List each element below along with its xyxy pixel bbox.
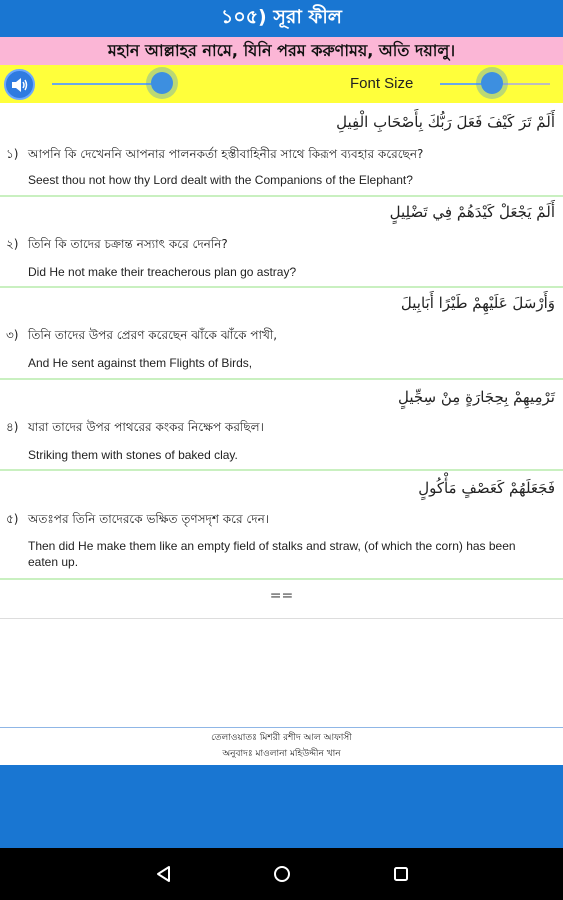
font-size-label: Font Size <box>350 75 414 92</box>
verse-english: Seest thou not how thy Lord dealt with the Companions of the Elephant? <box>28 173 413 187</box>
verse-divider <box>0 578 563 580</box>
speaker-icon[interactable] <box>4 69 35 100</box>
credits-box <box>0 727 563 765</box>
verse-english: Did He not make their treacherous plan go astray? <box>28 265 297 279</box>
verse-bengali: আপনি কি দেখেননি আপনার পালনকর্তা হস্তীবাহিনীর সাথে কিরূপ ব্যবহার করেছেন? <box>28 147 424 161</box>
verse-arabic: أَلَمْ يَجْعَلْ كَيْدَهُمْ فِي تَضْلِيلٍ <box>389 203 555 221</box>
verse-5 <box>0 471 563 579</box>
font-size-slider-thumb[interactable] <box>481 72 503 94</box>
verse-bengali: অতঃপর তিনি তাদেরকে ভক্ষিত তৃণসদৃশ করে দেন। <box>28 512 270 526</box>
verse-english: Striking them with stones of baked clay. <box>28 448 238 462</box>
system-nav-bar <box>0 848 563 900</box>
verse-bengali: তিনি কি তাদের চক্রান্ত নস্যাৎ করে দেননি? <box>28 237 228 251</box>
audio-progress-track[interactable] <box>52 83 162 85</box>
translation-credit: অনুবাদঃ মাওলানা মহিউদ্দীন খান <box>222 749 341 759</box>
verse-number: ১) <box>6 147 19 161</box>
verse-number: ৩) <box>6 328 19 342</box>
verse-arabic: أَلَمْ تَرَ كَيْفَ فَعَلَ رَبُّكَ بِأَصْحَابِ الْفِيلِ <box>336 113 555 131</box>
verse-number: ৪) <box>6 420 19 434</box>
controls-bar <box>0 65 563 103</box>
verse-3 <box>0 288 563 378</box>
verse-bengali: তিনি তাদের উপর প্রেরণ করেছেন ঝাঁকে ঝাঁকে পাখী, <box>28 328 278 342</box>
verse-1 <box>0 103 563 196</box>
end-mark: == <box>269 588 294 604</box>
verse-arabic: تَرْمِيهِمْ بِحِجَارَةٍ مِنْ سِجِّيلٍ <box>397 388 555 406</box>
recents-square-icon[interactable] <box>388 861 414 887</box>
surah-title: ১০৫) সূরা ফীল <box>0 0 563 37</box>
verse-4 <box>0 380 563 470</box>
back-triangle-icon[interactable] <box>150 861 176 887</box>
end-divider <box>0 618 563 619</box>
recitation-credit: তেলাওয়াতঃ মিশরী রশীদ আল আফাসী <box>211 733 352 743</box>
verse-arabic: وَأَرْسَلَ عَلَيْهِمْ طَيْرًا أَبَابِيلَ <box>400 294 555 312</box>
verse-2 <box>0 197 563 287</box>
verse-english: And He sent against them Flights of Birds, <box>28 356 253 370</box>
verse-english: Then did He make them like an empty field of stalks and straw, (of which the corn) has been eaten up. <box>28 539 516 569</box>
home-circle-icon[interactable] <box>269 861 295 887</box>
verse-number: ২) <box>6 237 19 251</box>
verse-bengali: যারা তাদের উপর পাথরের কংকর নিক্ষেপ করছিল। <box>28 420 264 434</box>
verse-arabic: فَجَعَلَهُمْ كَعَصْفٍ مَأْكُولٍ <box>418 479 555 497</box>
audio-slider-thumb[interactable] <box>151 72 173 94</box>
bismillah-banner: মহান আল্লাহর নামে, যিনি পরম করুণাময়, অতি দয়ালু। <box>0 37 563 65</box>
bottom-blue-bar <box>0 765 563 848</box>
verse-number: ৫) <box>6 512 19 526</box>
